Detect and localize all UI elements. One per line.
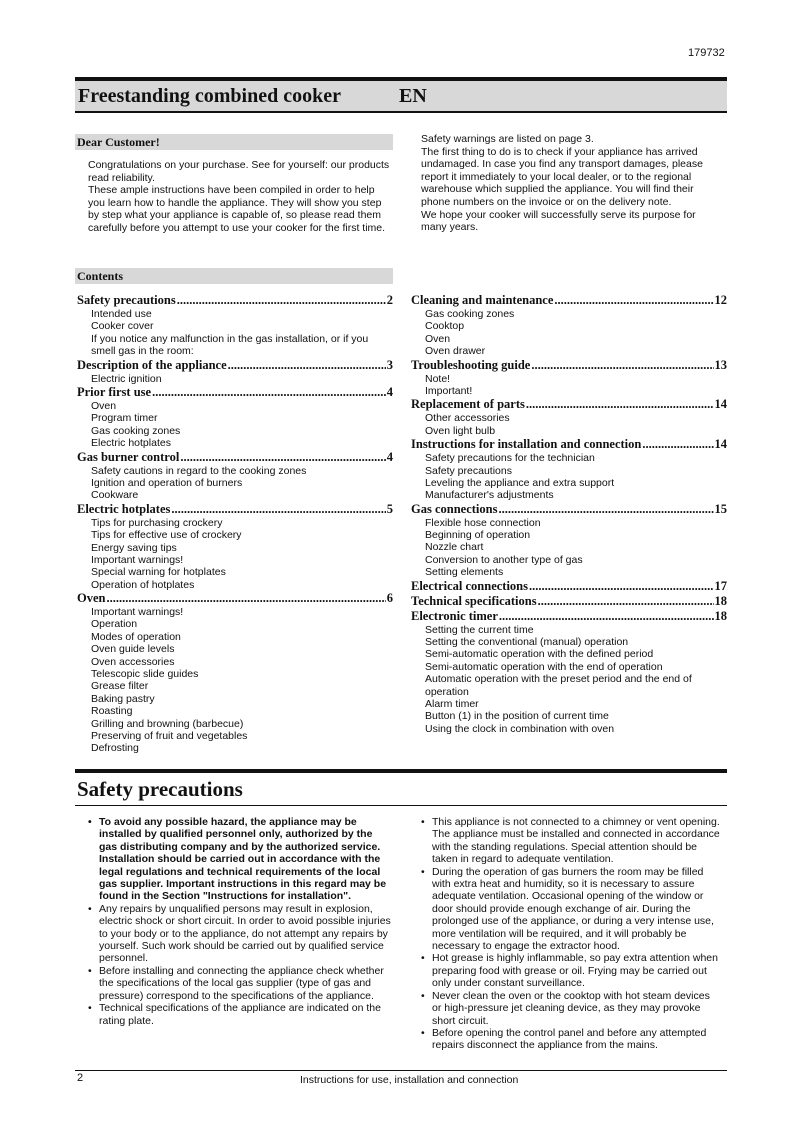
toc-subentry: Ignition and operation of burners [91,476,243,489]
toc-leader-dots [228,358,386,373]
toc-entry-page: 14 [714,437,727,452]
toc-subentry: Defrosting [91,742,139,755]
footer-rule [75,1070,727,1071]
safety-bullet: • This appliance is not connected to a chimney or vent opening. The appliance must be installed and connected in accordance with the standing regulations. Special attention should be taken in regard to adequate ventilation. [420,816,720,866]
toc-entry-title: Technical specifications [411,593,537,608]
toc-entry-title: Oven [77,591,106,606]
toc-subentry: Electric ignition [91,372,162,385]
toc-subentry: Grilling and browning (barbecue) [91,717,244,730]
toc-subentry: Safety precautions for the technician [425,452,595,465]
toc-subentry: Important warnings! [91,553,184,566]
toc-entry-title: Replacement of parts [411,397,525,412]
safety-bullet: • To avoid any possible hazard, the appliance may be installed by qualified personnel only, authorized by the gas distributing company and by the authorized service. Installation should be carried out in accordance with the legal regulations and technical requirements of the local gas supplier. Important instructions in this regard may be found in the Section "Instructions for installation". [87,816,393,903]
toc-entry-title: Cleaning and maintenance [411,293,554,307]
toc-entry-title: Gas connections [411,501,498,516]
toc-subentry: Telescopic slide guides [91,668,199,681]
language-code: EN [399,85,427,107]
toc-subentry: Gas cooking zones [425,308,515,320]
toc-subentry: Other accessories [425,412,510,425]
toc-subentry: Tips for effective use of crockery [91,529,242,542]
toc-leader-dots [171,502,385,517]
toc-entry [411,609,727,624]
toc-entry-page: 4 [386,384,393,399]
toc-left-column [77,293,393,755]
toc-entry [77,293,393,308]
toc-subentry: Grease filter [91,680,149,693]
safety-bullet: • Technical specifications of the appliance are indicated on the rating plate. [87,1002,393,1027]
toc-subentry: Using the clock in combination with oven [425,722,615,735]
toc-entry-title: Prior first use [77,384,152,399]
toc-entry [411,502,727,517]
toc-entry-page: 5 [386,501,393,516]
dear-left-p2: These ample instructions have been compiled in order to help you learn how to handle the appliance. They will show you step by step what your appliance is capable of, so please read them carefully before you attempt to use your cooker for the first time. [88,184,386,234]
toc-subentry: Nozzle chart [425,541,484,554]
toc-entry-page: 13 [714,357,727,372]
toc-subentry: Gas cooking zones [91,424,181,437]
toc-subentry: Button (1) in the position of current time [425,710,609,723]
toc-subentry: Electric hotplates [91,437,171,450]
toc-entry-page: 6 [386,591,393,606]
toc-entry [77,502,393,517]
toc-leader-dots [498,502,713,517]
toc-leader-dots [642,437,713,452]
toc-entry-page: 12 [714,293,727,307]
toc-subentry: Program timer [91,412,158,425]
dear-left-p1: Congratulations on your purchase. See for yourself: our products read reliability. [88,159,390,184]
toc-entry [411,293,727,308]
toc-entry-page: 14 [714,397,727,412]
page-title: Freestanding combined cooker [78,85,341,107]
toc-leader-dots [180,450,385,465]
toc-leader-dots [499,609,714,624]
toc-subentry: Operation of hotplates [91,578,195,591]
toc-subentry: Alarm timer [425,698,479,711]
toc-subentry: Important warnings! [91,606,184,619]
toc-subentry: Semi-automatic operation with the end of operation [425,660,663,673]
footer-page-number: 2 [77,1072,84,1084]
toc-subentry: Safety cautions in regard to the cooking zones [91,464,307,477]
toc-entry-page: 4 [386,449,393,464]
dear-left-text [88,159,393,235]
toc-subentry: Cooktop [425,320,465,333]
toc-subentry: Energy saving tips [91,541,177,554]
toc-leader-dots [526,397,714,412]
toc-entry-title: Gas burner control [77,449,180,464]
safety-heading: Safety precautions [77,777,243,801]
toc-entry-page: 18 [714,608,727,623]
toc-entry-page: 3 [386,357,393,372]
toc-entry-title: Electric hotplates [77,501,171,516]
toc-subentry: Oven drawer [425,345,486,358]
toc-leader-dots [152,385,386,400]
toc-subentry: Safety precautions [425,464,512,477]
toc-subentry: Baking pastry [91,692,155,705]
toc-subentry: Intended use [91,308,152,320]
toc-entry [411,358,727,373]
toc-entry-title: Description of the appliance [77,357,227,372]
safety-bullet: • Before opening the control panel and before any attempted repairs disconnect the appliance from the mains. [420,1027,720,1052]
toc-subentry: Preserving of fruit and vegetables [91,729,248,742]
dear-customer-heading: Dear Customer! [75,134,393,150]
toc-subentry: Oven light bulb [425,424,496,437]
safety-left-list [87,816,393,1027]
safety-bullet: • Never clean the oven or the cooktop with hot steam devices or high-pressure jet cleaning device, as they may provoke short circuit. [420,990,720,1027]
toc-subentry: Oven guide levels [91,643,175,656]
toc-subentry: Setting elements [425,566,504,579]
toc-subentry: Operation [91,618,138,631]
toc-right-column [411,293,727,735]
toc-leader-dots [554,293,713,308]
safety-bullet: • Before installing and connecting the appliance check whether the specifications of the local gas supplier (type of gas and pressure) correspond to the specifications of the appliance. [87,965,393,1002]
toc-subentry: Important! [425,384,473,397]
toc-subentry: Special warning for hotplates [91,566,226,579]
toc-entry [411,397,727,412]
contents-heading: Contents [75,268,393,284]
toc-subentry: Cooker cover [91,320,154,333]
safety-bullet: • Any repairs by unqualified persons may result in explosion, electric shock or short circuit. In order to avoid possible injuries to your body or to the appliance, do not attempt any repairs by yourself. Such work should be carried out by qualified service personnel. [87,903,393,965]
safety-bullet: • During the operation of gas burners the room may be filled with extra heat and humidity, so it is necessary to assure adequate ventilation. Occasional opening of the window or door should provide enough exchange of air. During the prolonged use of the appliance, or during a very intense use, more ventilation will be required, and it will probably be necessary to engage the extractor hood. [420,866,720,953]
toc-leader-dots [529,579,714,594]
section-rule [75,769,727,773]
toc-entry [411,579,727,594]
toc-subentry: Cookware [91,489,139,502]
toc-subentry: Setting the conventional (manual) operation [425,636,629,649]
toc-entry-page: 15 [714,501,727,516]
toc-entry-title: Troubleshooting guide [411,357,531,372]
safety-right-list [420,816,720,1052]
safety-bullet: • Hot grease is highly inflammable, so pay extra attention when preparing food with grease or oil. Frying may be carried out only under constant surveillance. [420,952,720,989]
toc-entry [411,437,727,452]
toc-subentry: Note! [425,372,451,385]
toc-entry [77,358,393,373]
toc-subentry: Conversion to another type of gas [425,553,583,566]
toc-entry [77,591,393,606]
footer-text: Instructions for use, installation and connection [300,1074,519,1086]
title-bar [75,81,727,113]
toc-subentry: Beginning of operation [425,529,531,542]
toc-entry-title: Electrical connections [411,578,528,593]
toc-entry [77,450,393,465]
toc-subentry: If you notice any malfunction in the gas installation, or if you smell gas in the room: [91,332,369,358]
toc-entry-title: Instructions for installation and connection [411,437,642,452]
dear-right-p3: We hope your cooker will successfully serve its purpose for many years. [421,208,696,234]
toc-subentry: Tips for purchasing crockery [91,516,223,529]
dear-right-p1: Safety warnings are listed on page 3. [421,133,594,145]
toc-subentry: Oven [425,332,451,345]
toc-entry-title: Electronic timer [411,608,498,623]
dear-right-p2: The first thing to do is to check if your appliance has arrived undamaged. In case you find any transport damages, please report it immediately to your local dealer, or to the regional warehouse which supplied the appliance. You will find their phone numbers on the invoice or on the delivery note. [421,145,703,208]
toc-entry [77,385,393,400]
toc-entry [411,594,727,609]
toc-subentry: Setting the current time [425,623,534,636]
toc-entry-title: Safety precautions [77,293,176,307]
safety-heading-rule [75,805,727,806]
toc-subentry: Leveling the appliance and extra support [425,476,615,489]
toc-subentry: Modes of operation [91,630,181,643]
toc-leader-dots [531,358,713,373]
toc-entry-page: 2 [386,293,393,307]
toc-subentry: Oven accessories [91,655,175,668]
document-number: 179732 [688,47,725,59]
toc-leader-dots [177,293,386,308]
toc-entry-page: 18 [714,593,727,608]
toc-subentry: Flexible hose connection [425,516,541,529]
toc-entry-page: 17 [714,578,727,593]
toc-subentry: Automatic operation with the preset period and the end of operation [425,673,692,698]
dear-right-text [421,133,721,234]
toc-subentry: Semi-automatic operation with the defined period [425,648,654,661]
toc-leader-dots [106,591,385,606]
toc-subentry: Manufacturer's adjustments [425,489,554,502]
toc-leader-dots [538,594,714,609]
toc-subentry: Oven [91,399,117,412]
toc-subentry: Roasting [91,705,133,718]
